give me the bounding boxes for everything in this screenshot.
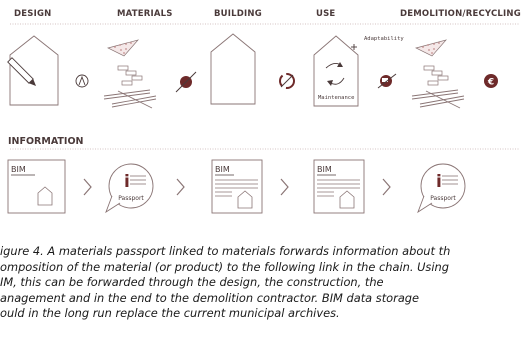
caption-line-2: omposition of the material (or product) to the following link in the chain. Using bbox=[0, 259, 449, 274]
passport-i-2: i bbox=[436, 172, 442, 192]
demolition-bricks-icon bbox=[424, 66, 448, 85]
caption-line-1: igure 4. A materials passport linked to materials forwards information about th bbox=[0, 244, 451, 258]
demolition-rubble-icon bbox=[416, 40, 446, 56]
stage-label-materials: MATERIALS bbox=[117, 9, 173, 19]
demolition-hammer-icon bbox=[378, 74, 396, 88]
materials-bricks-icon bbox=[118, 66, 142, 85]
bim-label-2: BIM bbox=[215, 165, 230, 174]
stage-label-demolition: DEMOLITION/RECYCLING bbox=[400, 9, 521, 19]
materials-rubble-icon bbox=[108, 40, 138, 56]
passport-label-2: Passport bbox=[430, 195, 456, 202]
adaptability-label: Adaptability bbox=[364, 36, 404, 42]
recycle-cycle-icon bbox=[280, 74, 294, 88]
stage-label-use: USE bbox=[316, 9, 336, 19]
stage-label-building: BUILDING bbox=[214, 9, 262, 19]
demolition-timber-icon bbox=[412, 90, 464, 108]
passport-i-1: i bbox=[124, 172, 130, 192]
building-house-icon bbox=[211, 34, 255, 104]
compass-icon bbox=[76, 75, 88, 87]
euro-coin-icon bbox=[484, 74, 498, 88]
stage-label-design: DESIGN bbox=[14, 9, 52, 19]
caption-line-4: anagement and in the end to the demolition contractor. BIM data storage bbox=[0, 290, 420, 305]
saw-disc-icon bbox=[176, 72, 196, 92]
caption-line-5: ould in the long run replace the current municipal archives. bbox=[0, 306, 340, 320]
chevron-right-icon bbox=[84, 179, 91, 195]
figure-caption bbox=[0, 244, 529, 322]
materials-timber-icon bbox=[104, 90, 156, 108]
chevron-right-icon bbox=[177, 179, 184, 195]
information-title: INFORMATION bbox=[8, 136, 84, 147]
passport-label-1: Passport bbox=[118, 195, 144, 202]
design-house-icon bbox=[8, 36, 58, 105]
caption-line-3: IM, this can be forwarded through the design, the construction, the bbox=[0, 275, 384, 289]
chevron-right-icon bbox=[281, 179, 288, 195]
chevron-right-icon bbox=[383, 179, 390, 195]
bim-label-3: BIM bbox=[317, 165, 332, 174]
maintenance-label: Maintenance bbox=[318, 95, 355, 101]
euro-symbol: € bbox=[487, 77, 495, 88]
bim-label-1: BIM bbox=[11, 165, 26, 174]
